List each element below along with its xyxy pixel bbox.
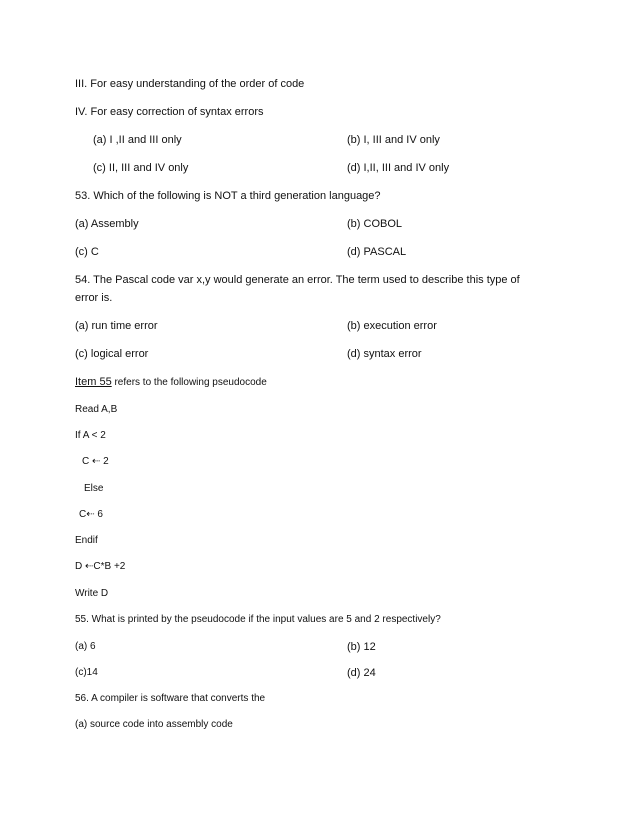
option-iv-text: IV. For easy correction of syntax errors <box>75 106 264 118</box>
item-55-ref: Item 55 <box>75 376 112 388</box>
q52-choice-d: (d) I,II, III and IV only <box>347 162 450 174</box>
pseudocode-line-6: Endif <box>75 535 98 546</box>
q56-choice-a: (a) source code into assembly code <box>75 719 233 730</box>
pseudocode-line-3: C ⇠ 2 <box>82 456 109 467</box>
item-55-rest: refers to the following pseudocode <box>111 377 267 388</box>
q55-choice-d: (d) 24 <box>347 667 376 679</box>
q55-choice-b: (b) 12 <box>347 641 376 653</box>
question-56: 56. A compiler is software that converts the <box>75 693 266 704</box>
option-iii-text: III. For easy understanding of the order of code <box>75 78 305 90</box>
question-53: 53. Which of the following is NOT a third generation language? <box>75 190 381 202</box>
q53-choice-b: (b) COBOL <box>347 218 403 230</box>
q54-choice-c: (c) logical error <box>75 348 149 360</box>
question-54-line1: 54. The Pascal code var x,y would generate an error. The term used to describe this type of <box>75 274 520 286</box>
pseudocode-line-7: D ⇠C*B +2 <box>75 561 126 572</box>
pseudocode-line-2: If A < 2 <box>75 430 106 441</box>
q55-choice-a: (a) 6 <box>75 641 96 652</box>
q55-choice-c: (c)14 <box>75 667 98 678</box>
pseudocode-line-8: Write D <box>75 588 109 599</box>
q52-choice-c: (c) II, III and IV only <box>93 162 189 174</box>
pseudocode-line-1: Read A,B <box>75 404 118 415</box>
question-55: 55. What is printed by the pseudocode if the input values are 5 and 2 respectively? <box>75 614 441 625</box>
pseudocode-line-4: Else <box>84 483 104 494</box>
q53-choice-d: (d) PASCAL <box>347 246 407 258</box>
q54-choice-b: (b) execution error <box>347 320 437 332</box>
q54-choice-d: (d) syntax error <box>347 348 422 360</box>
pseudocode-line-5: C⇠ 6 <box>79 509 103 520</box>
q52-choice-b: (b) I, III and IV only <box>347 134 440 146</box>
q52-choice-a: (a) I ,II and III only <box>93 134 182 146</box>
q53-choice-a: (a) Assembly <box>75 218 139 230</box>
item-55-intro <box>75 375 267 390</box>
q53-choice-c: (c) C <box>75 246 99 258</box>
question-54-line2: error is. <box>75 292 113 304</box>
q54-choice-a: (a) run time error <box>75 320 158 332</box>
